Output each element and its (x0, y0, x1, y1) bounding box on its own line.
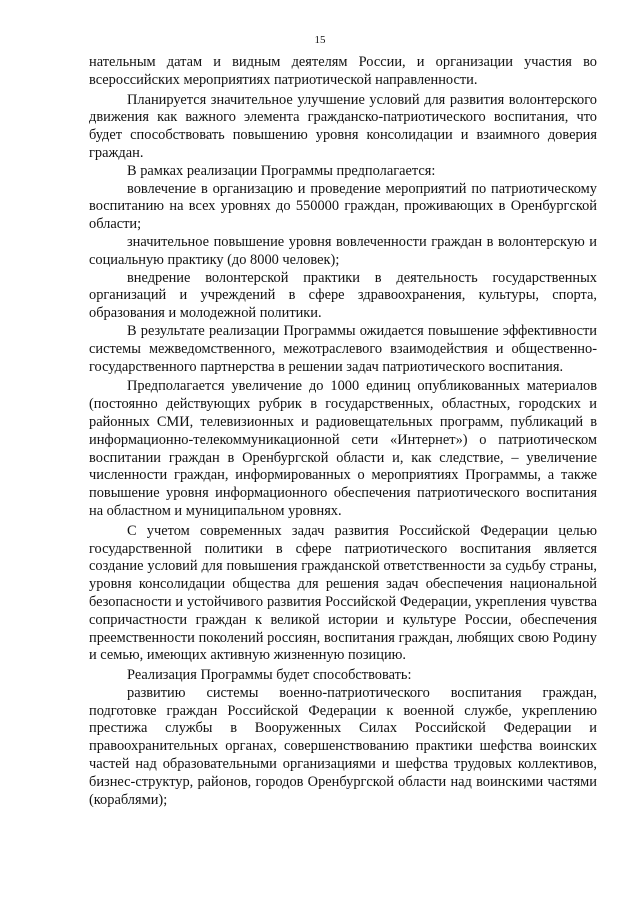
paragraph-program-contributes-intro: Реализация Программы будет способствовать: (127, 667, 412, 684)
paragraph-publications: Предполагается увеличение до 1000 единиц опубликованных материалов (постоянно действующих рубрик в государственных, областных, городских и районных СМИ, телевизионных и радиовещательных программ, публикаций в информационно-телекоммуникационной сети «Интернет») о патриотическом воспитании граждан в Оренбургской области и, как следствие, – увеличение численности граждан, информированных о мероприятиях Программы, а также повышение уровня информационного обеспечения патриотического воспитания на областном и муниципальном уровнях. (89, 378, 597, 519)
body-text (89, 54, 597, 809)
paragraph-involvement: вовлечение в организацию и проведение мероприятий по патриотическому воспитанию на всех уровнях до 550000 граждан, проживающих в Оренбургской области; (89, 180, 597, 233)
paragraph-program-expectations-intro: В рамках реализации Программы предполагается: (127, 162, 436, 179)
paragraph-state-policy-goal: С учетом современных задач развития Российской Федерации целью государственной политики в сфере патриотического воспитания является создание условий для повышения гражданской ответственности за судьбу страны, уровня консолидации общества для решения задач обеспечения национальной безопасности и устойчивого развития Российской Федерации, укрепления чувства сопричастности граждан к великой истории и культуре России, обеспечения преемственности поколений россиян, воспитания граждан, любящих свою Родину и семью, имеющих активную жизненную позицию. (89, 522, 597, 664)
paragraph-efficiency: В результате реализации Программы ожидается повышение эффективности системы межведомственного, межотраслевого взаимодействия и общественно-государственного партнерства в решении задач патриотического воспитания. (89, 322, 597, 375)
paragraph-continuation: нательным датам и видным деятелям России, и организации участия во всероссийских мероприятиях патриотической направленности. (89, 54, 597, 88)
paragraph-military-patriotic: развитию системы военно-патриотического воспитания граждан, подготовке граждан Российской Федерации к военной службе, укреплению престижа службы в Вооруженных Силах Российской Федерации и правоохранительных органах, совершенствованию практики шефства воинских частей над образовательными организациями и шефства трудовых коллективов, бизнес-структур, районов, городов Оренбургской области над воинскими частями (кораблями); (89, 684, 597, 808)
paragraph-volunteer-conditions: Планируется значительное улучшение условий для развития волонтерского движения как важного элемента гражданско-патриотического воспитания, что будет способствовать повышению уровня консолидации и взаимного доверия граждан. (89, 91, 597, 161)
page-number: 15 (314, 34, 326, 46)
paragraph-volunteer-practice: внедрение волонтерской практики в деятельность государственных организаций и учреждений в сфере здравоохранения, культуры, спорта, образования и молодежной политики. (89, 269, 597, 322)
paragraph-volunteer-increase: значительное повышение уровня вовлеченности граждан в волонтерскую и социальную практику (до 8000 человек); (89, 233, 597, 268)
